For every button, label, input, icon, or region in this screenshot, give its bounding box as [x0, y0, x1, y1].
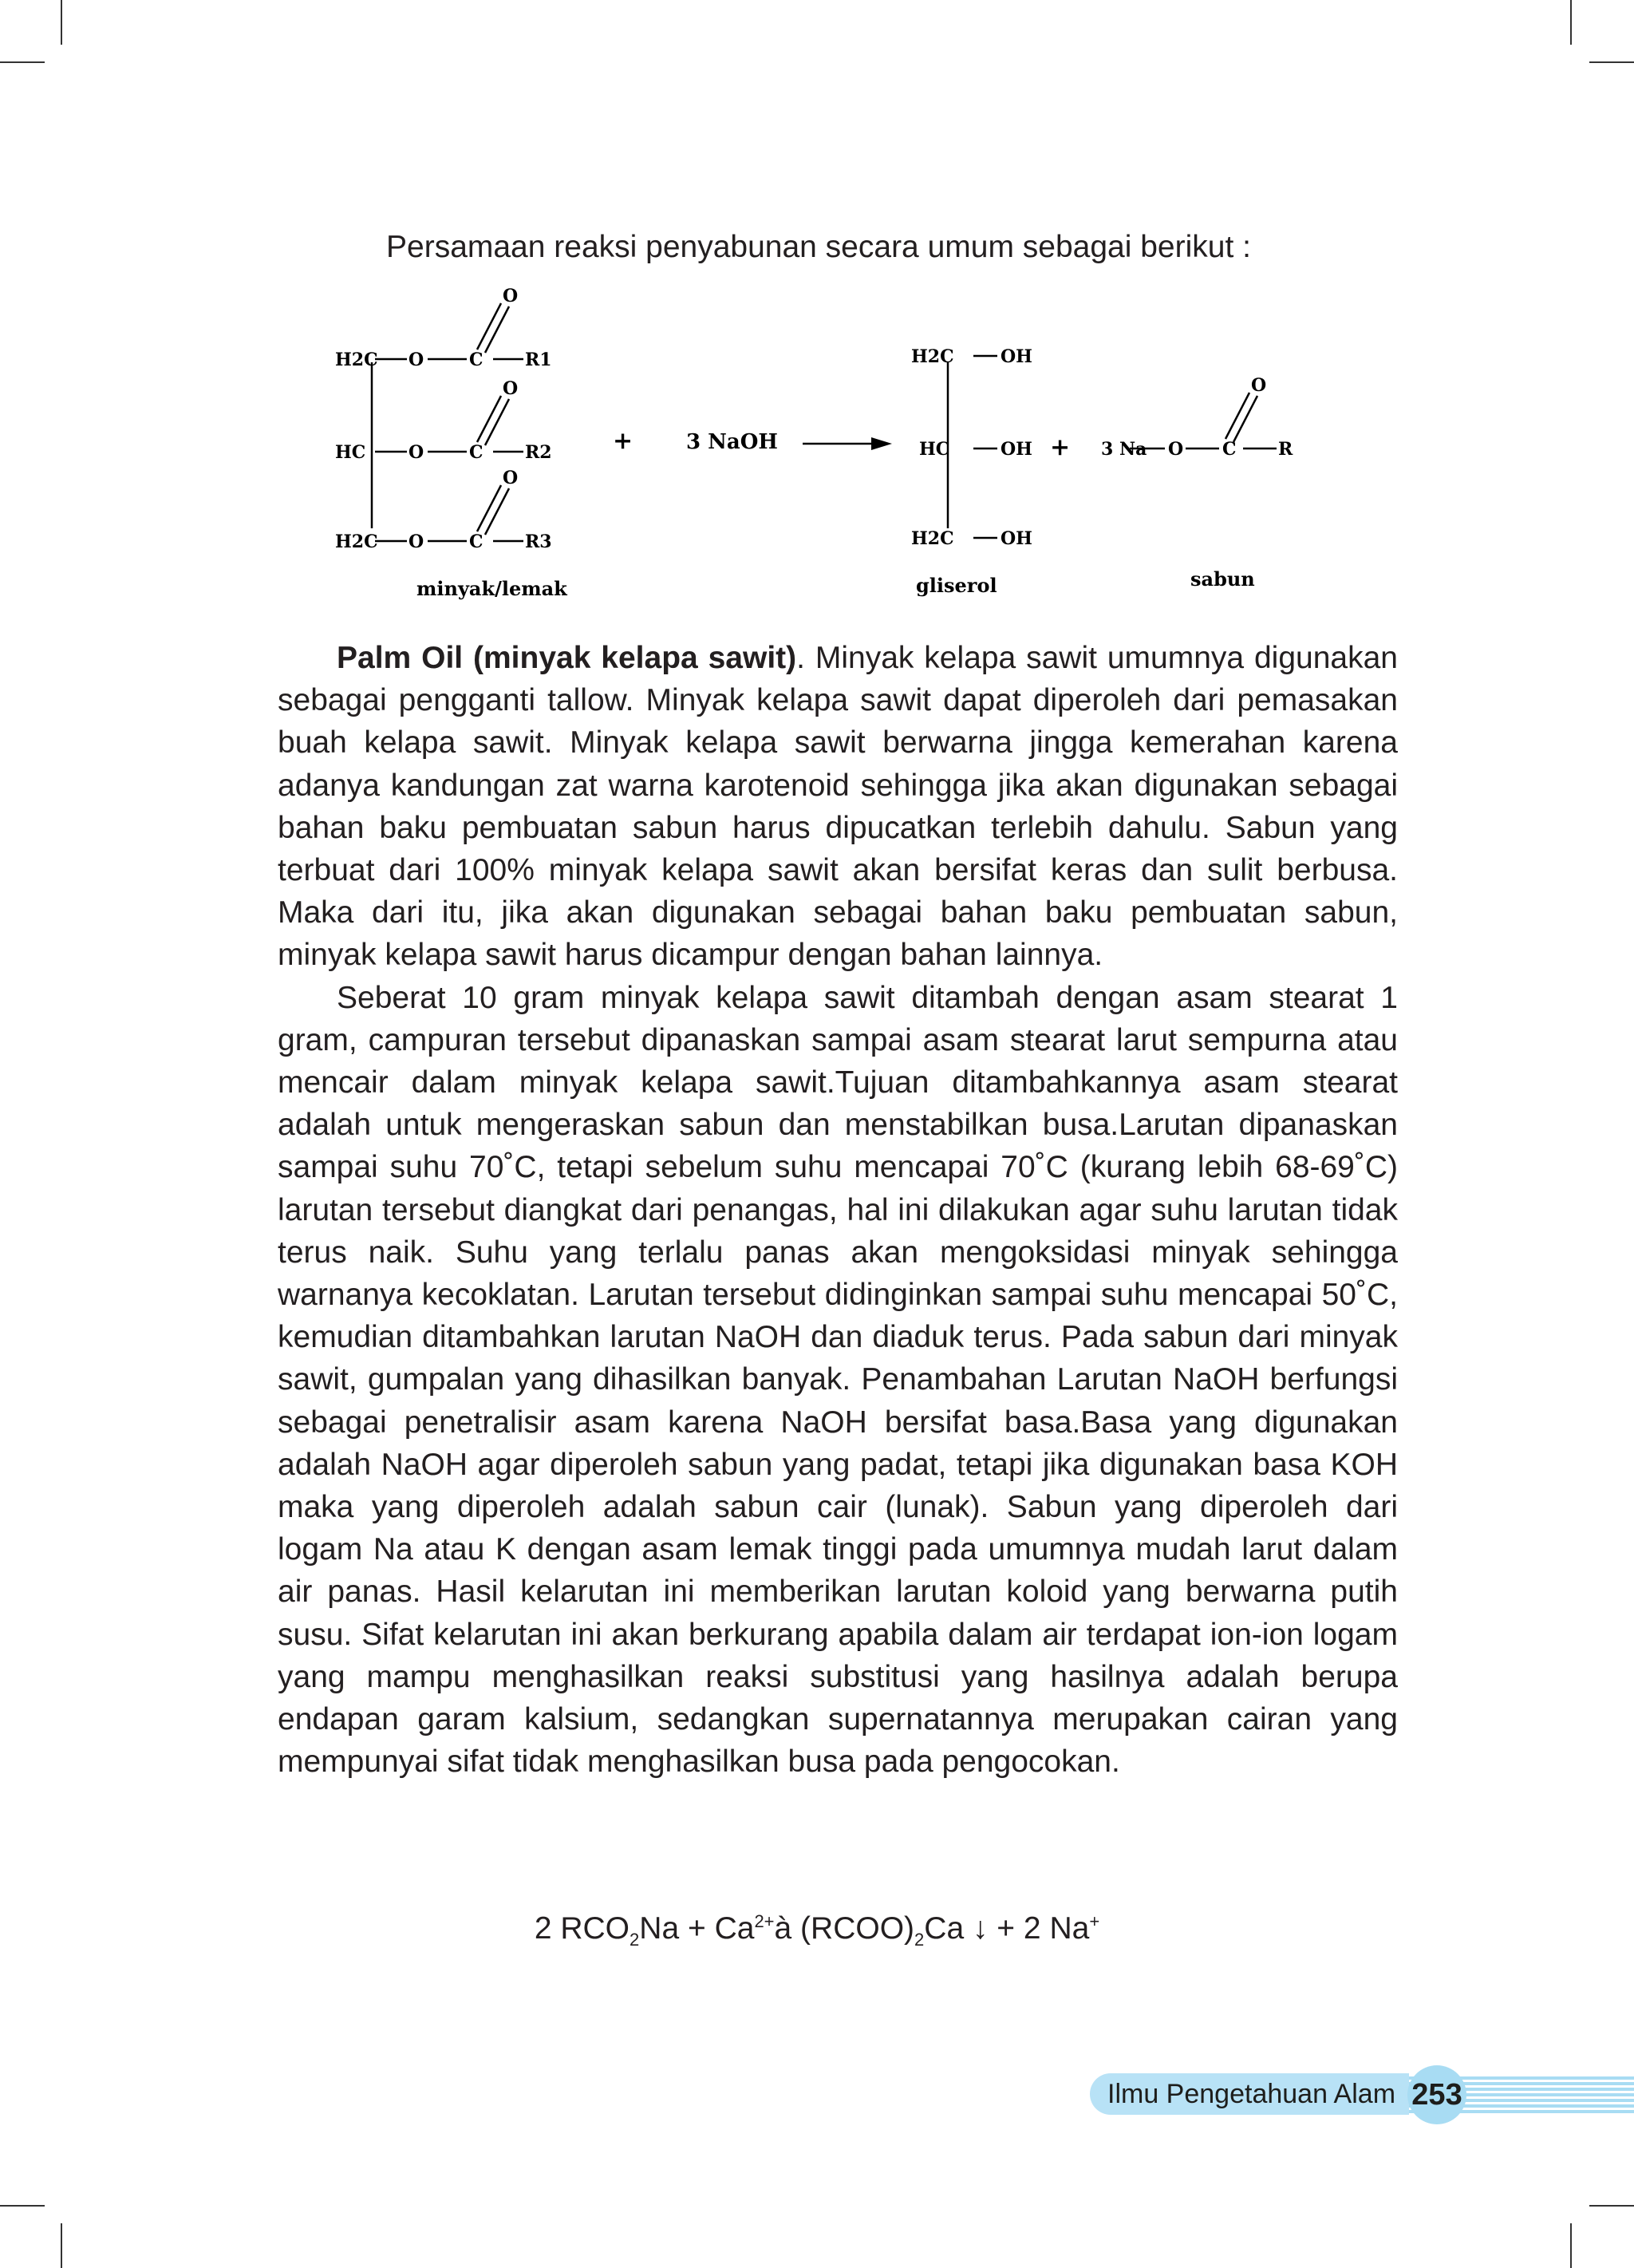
oil-r2: R2: [525, 442, 552, 463]
crop-mark: [1589, 2205, 1634, 2207]
oil-r3: R3: [525, 531, 552, 552]
paragraph-procedure: Seberat 10 gram minyak kelapa sawit ditambah dengan asam stearat 1 gram, campuran tersebut dipanaskan sampai asam stearat larut sempurna atau mencair dalam minyak kelapa sawit.Tujuan ditambahkannya asam stearat adalah untuk mengeraskan sabun dan menstabilkan busa.Larutan dipanaskan sampai suhu 70˚C, tetapi sebelum suhu mencapai 70˚C (kurang lebih 68-69˚C) larutan tersebut diangkat dari penangas, hal ini dilakukan agar suhu larutan tidak terus naik. Suhu yang terlalu panas akan mengoksidasi minyak sehingga warnanya kecoklatan. Larutan tersebut didinginkan sampai suhu mencapai 50˚C, kemudian ditambahkan larutan NaOH dan diaduk terus. Pada sabun dari minyak sawit, gumpalan yang dihasilkan banyak. Penambahan Larutan NaOH berfungsi sebagai penetralisir asam karena NaOH bersifat basa.Basa yang digunakan adalah NaOH agar diperoleh sabun yang padat, tetapi jika digunakan basa KOH maka yang diperoleh adalah sabun cair (lunak). Sabun yang diperoleh dari logam Na atau K dengan asam lemak tinggi pada umumnya mudah larut dalam air panas. Hasil kelarutan ini memberikan larutan koloid yang berwarna putih susu. Sifat kelarutan ini akan berkurang apabila dalam air terdapat ion-ion logam yang mampu menghasilkan reaksi substitusi yang hasilnya adalah berupa endapan garam kalsium, sedangkan supernatannya merupakan cairan yang mempunyai sifat tidak menghasilkan busa pada pengocokan.: [278, 980, 1398, 1780]
oil-o-1: O: [408, 350, 424, 370]
crop-mark: [61, 0, 62, 45]
oil-carbonyl-o-3: O: [503, 468, 519, 488]
oil-c-1: C: [469, 350, 483, 370]
page-footer: [1090, 2065, 1572, 2124]
oil-h2c-top: H2C: [335, 350, 378, 370]
palm-oil-heading: Palm Oil (minyak kelapa sawit): [337, 641, 797, 675]
saponification-reaction-diagram: [311, 279, 1388, 614]
equation-part: Ca ↓ + 2 Na: [924, 1911, 1090, 1946]
soap-carbonyl-o: O: [1251, 375, 1267, 396]
crop-mark: [1570, 0, 1572, 45]
crop-mark: [61, 2223, 62, 2268]
glycerol-hc: HC: [919, 439, 950, 460]
oil-label: minyak/lemak: [416, 577, 567, 600]
equation-superscript: +: [1089, 1911, 1100, 1931]
crop-mark: [0, 61, 45, 63]
soap-sodium: 3 Na: [1101, 439, 1147, 460]
calcium-precipitation-equation: [0, 1901, 1634, 1961]
body-text: [278, 637, 1398, 1783]
glycerol-h2c-bottom: H2C: [911, 528, 954, 549]
equation-part: à (RCOO): [774, 1911, 915, 1946]
plus-sign-1: +: [613, 427, 633, 455]
intro-sentence: Persamaan reaksi penyabunan secara umum sebagai berikut :: [386, 230, 1251, 264]
paragraph-palm-oil: [278, 637, 1398, 977]
equation-superscript: 2+: [754, 1911, 775, 1931]
oil-h2c-bottom: H2C: [335, 531, 378, 552]
crop-mark: [1570, 2223, 1572, 2268]
palm-oil-text: . Minyak kelapa sawit umumnya digunakan sebagai pengganti tallow. Minyak kelapa sawit dapat diperoleh dari pemasakan buah kelapa sawit. Minyak kelapa sawit berwarna jingga kemerahan karena adanya kandungan zat warna karotenoid sehingga jika akan digunakan sebagai bahan baku pembuatan sabun harus dipucatkan terlebih dahulu. Sabun yang terbuat dari 100% minyak kelapa sawit akan bersifat keras dan sulit berbusa. Maka dari itu, jika akan digunakan sebagai bahan baku pembuatan sabun, minyak kelapa sawit harus dicampur dengan bahan lainnya.: [278, 641, 1398, 973]
glycerol-h2c-top: H2C: [911, 346, 954, 367]
glycerol-label: gliserol: [916, 574, 997, 597]
equation-subscript: 2: [914, 1929, 925, 1950]
equation-part: 2 RCO: [534, 1911, 630, 1946]
oil-hc: HC: [335, 442, 366, 463]
oil-carbonyl-o-1: O: [503, 286, 519, 306]
crop-mark: [0, 2205, 45, 2207]
reagent-naoh: 3 NaOH: [686, 430, 778, 454]
crop-mark: [1589, 61, 1634, 63]
oil-c-2: C: [469, 442, 483, 463]
glycerol-oh-1: OH: [1001, 346, 1032, 367]
book-title: Ilmu Pengetahuan Alam: [1107, 2079, 1396, 2109]
plus-sign-2: +: [1050, 433, 1071, 461]
soap-o: O: [1168, 439, 1184, 460]
oil-carbonyl-o-2: O: [503, 378, 519, 399]
oil-r1: R1: [525, 350, 552, 370]
glycerol-oh-3: OH: [1001, 528, 1032, 549]
oil-o-2: O: [408, 442, 424, 463]
equation-subscript: 2: [630, 1929, 640, 1950]
oil-c-3: C: [469, 531, 483, 552]
equation-part: Na + Ca: [639, 1911, 755, 1946]
oil-o-3: O: [408, 531, 424, 552]
glycerol-oh-2: OH: [1001, 439, 1032, 460]
soap-c: C: [1222, 439, 1237, 460]
soap-r: R: [1278, 439, 1293, 460]
page-number: 253: [1411, 2078, 1462, 2112]
soap-label: sabun: [1190, 567, 1255, 591]
